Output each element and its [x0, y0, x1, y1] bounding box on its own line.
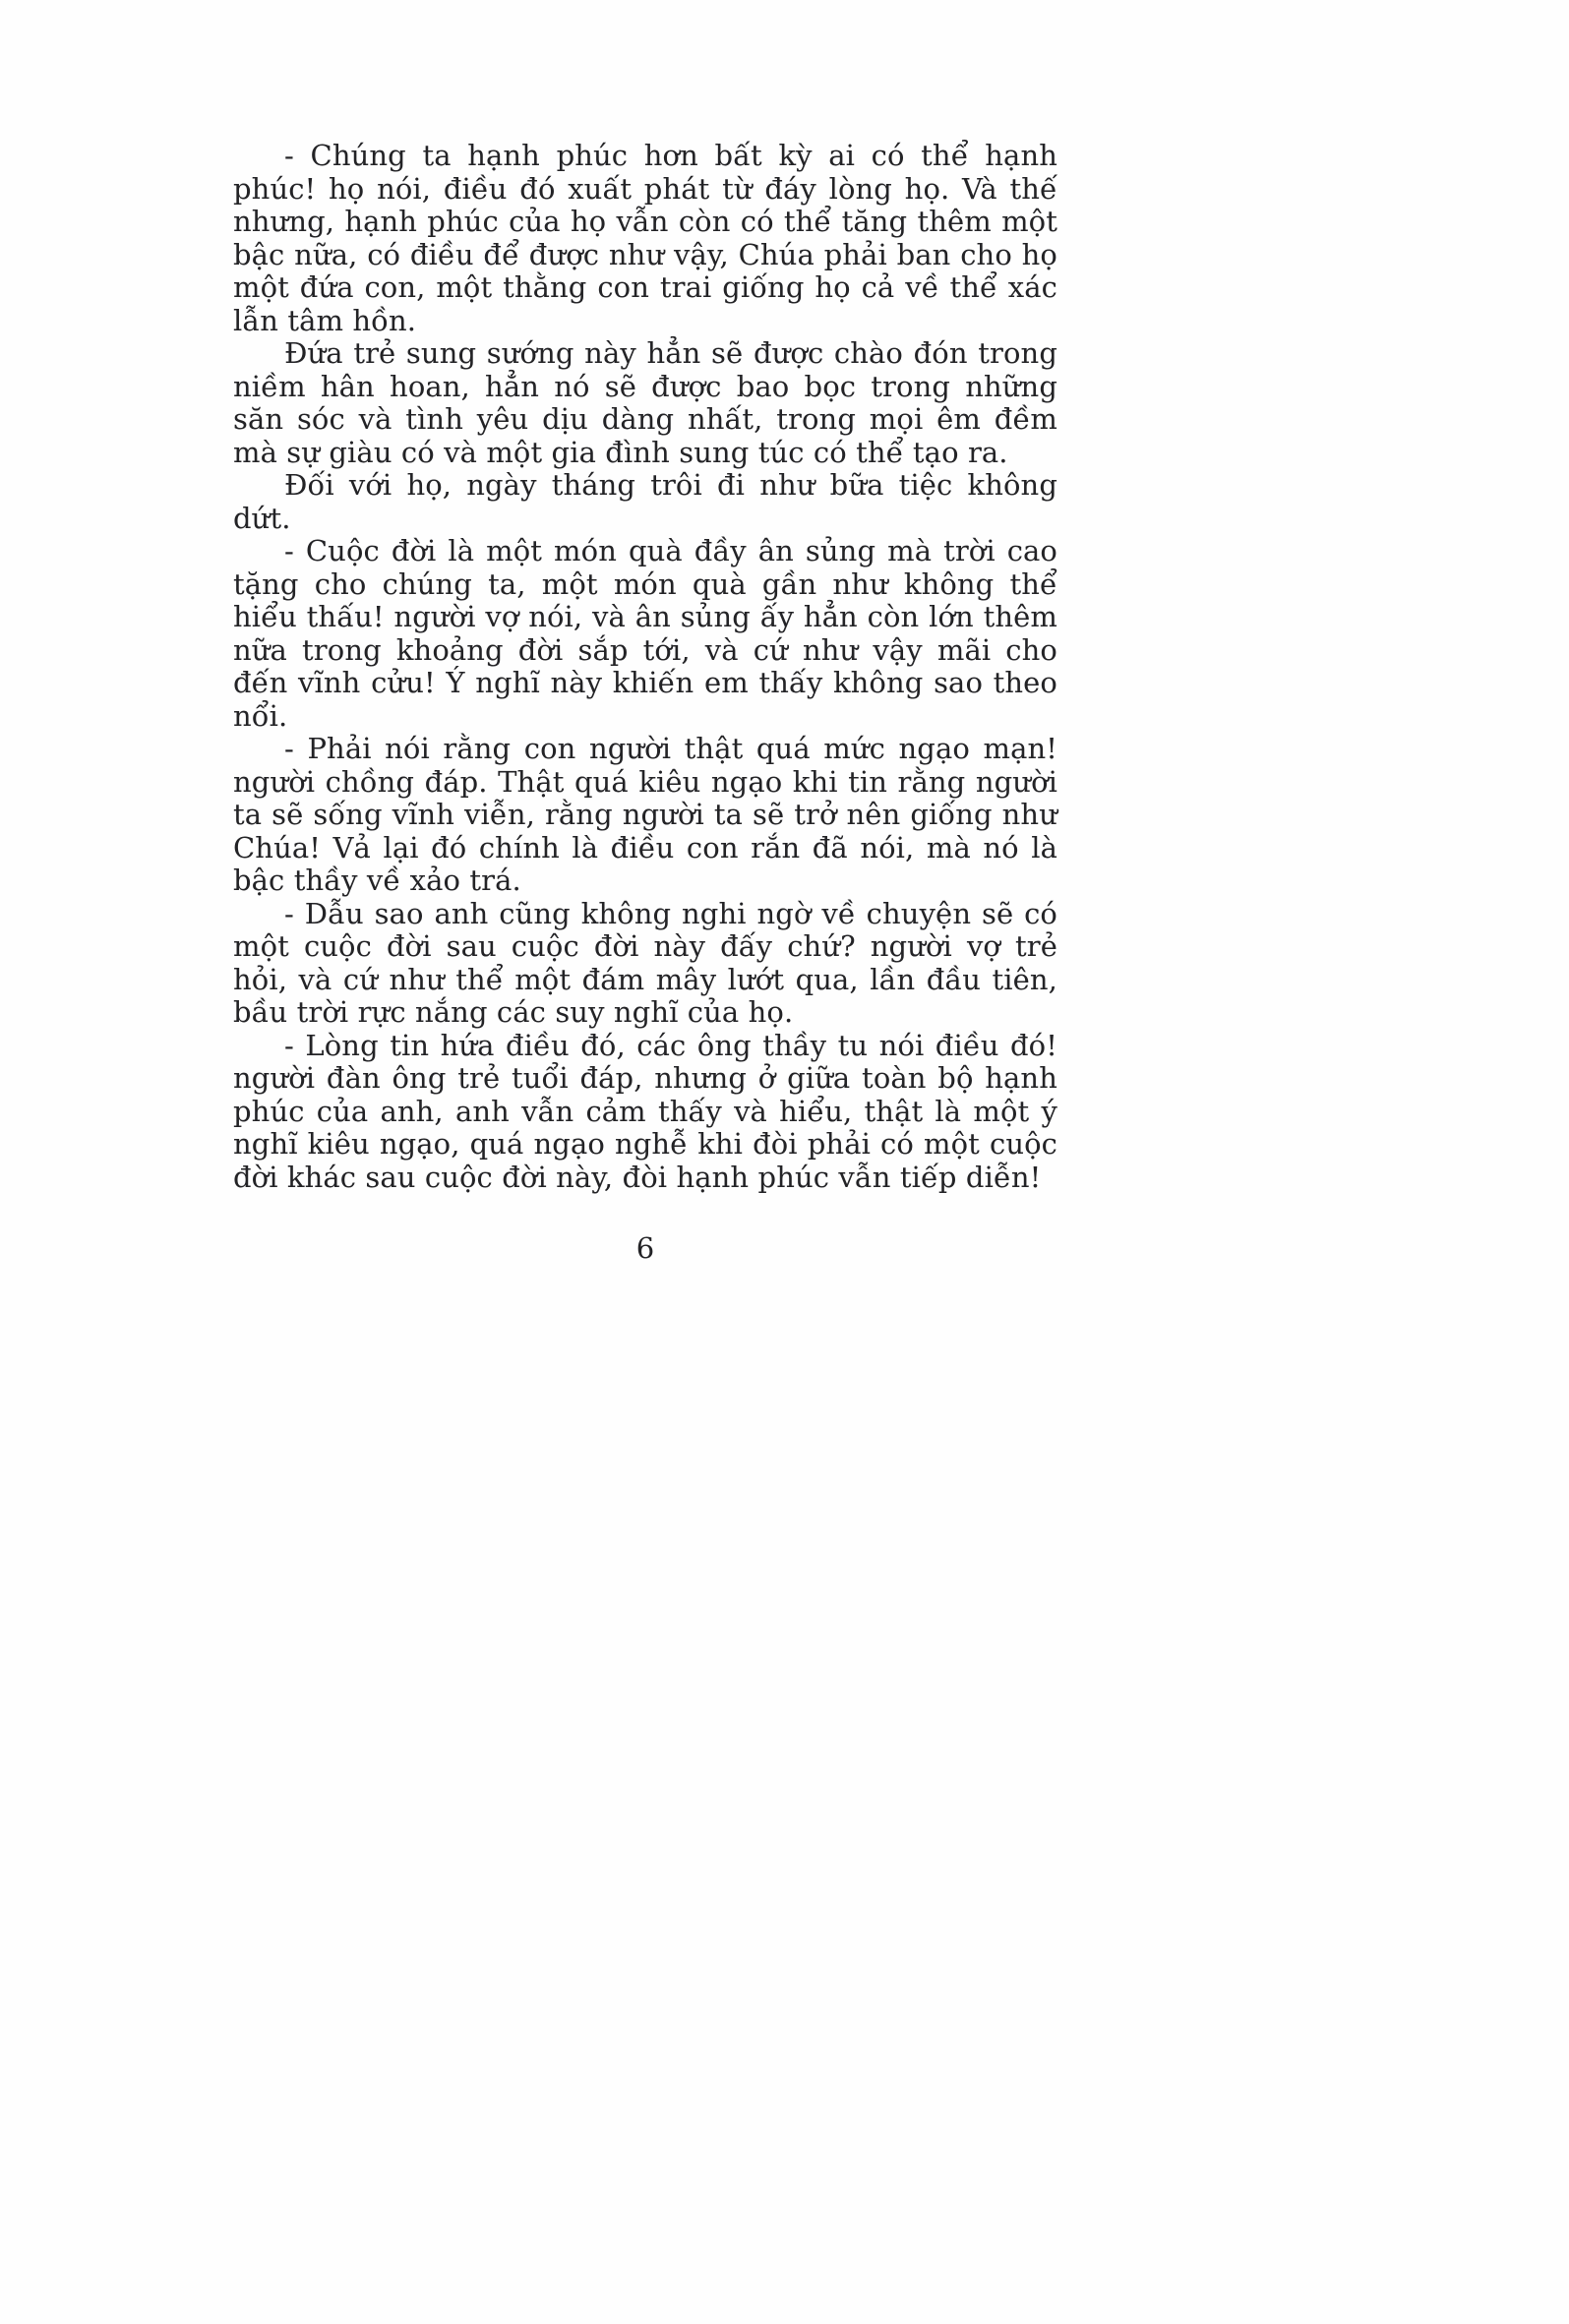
text-block [233, 140, 1057, 1194]
paragraph: Đối với họ, ngày tháng trôi đi như bữa tiệc không dứt. [233, 468, 1057, 535]
paragraph: - Phải nói rằng con người thật quá mức ngạo mạn! người chồng đáp. Thật quá kiêu ngạo khi tin rằng người ta sẽ sống vĩnh viễn, rằng người ta sẽ trở nên giống như Chúa! Vả lại đó chính là điều con rắn đã nói, mà nó là bậc thầy về xảo trá. [233, 732, 1057, 897]
page-number: 6 [635, 1231, 655, 1265]
paragraph: - Dẫu sao anh cũng không nghi ngờ về chuyện sẽ có một cuộc đời sau cuộc đời này đấy chứ? người vợ trẻ hỏi, và cứ như thể một đám mây lướt qua, lần đầu tiên, bầu trời rực nắng các suy nghĩ của họ. [233, 896, 1057, 1029]
paragraph: - Chúng ta hạnh phúc hơn bất kỳ ai có thể hạnh phúc! họ nói, điều đó xuất phát từ đáy lòng họ. Và thế nhưng, hạnh phúc của họ vẫn còn có thể tăng thêm một bậc nữa, có điều để được như vậy, Chúa phải ban cho họ một đứa con, một thằng con trai giống họ cả về thể xác lẫn tâm hồn. [233, 139, 1057, 337]
paragraph: - Cuộc đời là một món quà đầy ân sủng mà trời cao tặng cho chúng ta, một món quà gần như không thể hiểu thấu! người vợ nói, và ân sủng ấy hẳn còn lớn thêm nữa trong khoảng đời sắp tới, và cứ như vậy mãi cho đến vĩnh cửu! Ý nghĩ này khiến em thấy không sao theo nổi. [233, 534, 1057, 733]
paragraph: Đứa trẻ sung sướng này hẳn sẽ được chào đón trong niềm hân hoan, hẳn nó sẽ được bao bọc trong những săn sóc và tình yêu dịu dàng nhất, trong mọi êm đềm mà sự giàu có và một gia đình sung túc có thể tạo ra. [233, 336, 1057, 469]
paragraph: - Lòng tin hứa điều đó, các ông thầy tu nói điều đó! người đàn ông trẻ tuổi đáp, nhưng ở giữa toàn bộ hạnh phúc của anh, anh vẫn cảm thấy và hiểu, thật là một ý nghĩ kiêu ngạo, quá ngạo nghễ khi đòi phải có một cuộc đời khác sau cuộc đời này, đòi hạnh phúc vẫn tiếp diễn! [233, 1028, 1057, 1194]
